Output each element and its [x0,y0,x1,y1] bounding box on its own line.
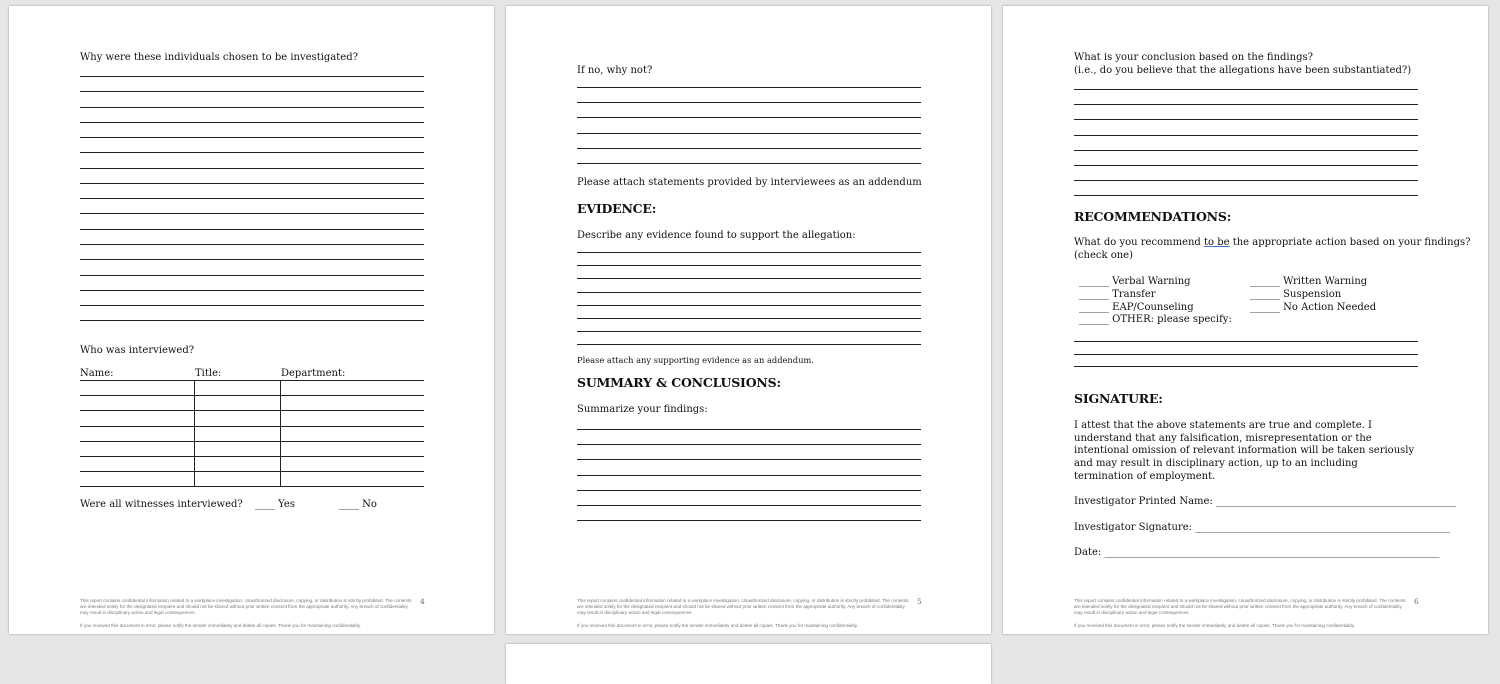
recommend-question-note: (check one) [1074,250,1133,261]
writing-line [1074,165,1418,166]
writing-line [80,183,424,184]
writing-line [577,87,921,88]
writing-line [80,290,424,291]
writing-line [577,444,921,445]
writing-line [80,152,424,153]
writing-line [577,252,921,253]
option-yes: ____ Yes [255,499,295,510]
writing-line [577,520,921,521]
option-eap-counseling: ______ EAP/Counseling [1079,302,1194,313]
document-page-5 [506,6,991,634]
document-page-4 [9,6,494,634]
writing-line [1074,150,1418,151]
writing-line [577,331,921,332]
writing-line [1074,89,1418,90]
page-number: 4 [420,597,425,606]
writing-line [80,107,424,108]
option-other: ______ OTHER: please specify: [1079,314,1232,325]
evidence-prompt: Describe any evidence found to support the allegation: [577,230,856,241]
attestation-text: I attest that the above statements are true and complete. I understand that any falsification, misrepresentation or the intentional omission of relevant information will be taken seriously and may result in disciplinary action, up to an including termination of employment. [1074,420,1415,482]
page-number: 6 [1414,597,1419,606]
writing-line [577,163,921,164]
writing-line [577,117,921,118]
spellcheck-mark: to be [1204,237,1230,248]
option-suspension: ______ Suspension [1250,289,1342,300]
writing-line [80,486,424,487]
writing-line [80,259,424,260]
table-divider [280,380,281,486]
question-why-chosen: Why were these individuals chosen to be investigated? [80,52,358,63]
table-divider [194,380,195,486]
writing-line [1074,354,1418,355]
writing-line [1074,135,1418,136]
writing-line [80,456,424,457]
signature-heading: SIGNATURE: [1074,391,1163,406]
writing-line [80,91,424,92]
writing-line [80,122,424,123]
writing-line [1074,104,1418,105]
writing-line [80,76,424,77]
document-page-7 [506,644,991,684]
writing-line [80,395,424,396]
option-transfer: ______ Transfer [1079,289,1156,300]
question-witnesses: Were all witnesses interviewed? [80,499,243,510]
recommend-question: What do you recommend to be the appropriate action based on your findings? [1074,237,1471,248]
confidentiality-footer: This report contains confidential information related to a workplace investigation. Unauthorized disclosure, copying, or distribution is strictly prohibited. The contents are intended solely for the designated recipient and should not be shared without prior written consent from the appropriate authority. Any breach of confidentiality may result in disciplinary action and legal consequences. [577,598,909,616]
writing-line [80,213,424,214]
writing-line [577,318,921,319]
writing-line [80,410,424,411]
writing-line [1074,119,1418,120]
writing-line [577,344,921,345]
question-if-no: If no, why not? [577,65,653,76]
option-verbal-warning: ______ Verbal Warning [1079,276,1191,287]
summary-prompt: Summarize your findings: [577,404,708,415]
writing-line [577,278,921,279]
confidentiality-footer: This report contains confidential information related to a workplace investigation. Unauthorized disclosure, copying, or distribution is strictly prohibited. The contents are intended solely for the designated recipient and should not be shared without prior written consent from the appropriate authority. Any breach of confidentiality may result in disciplinary action and legal consequences. [80,598,412,616]
writing-line [577,429,921,430]
evidence-heading: EVIDENCE: [577,201,657,216]
option-no: ____ No [339,499,377,510]
error-footer: If you received this document in error, please notify the sender immediately and delete all copies. Thank you for maintaining confidentiality. [80,623,361,628]
column-header-department: Department: [281,368,346,379]
writing-line [1074,180,1418,181]
writing-line [577,505,921,506]
writing-line [80,275,424,276]
writing-line [80,168,424,169]
writing-line [577,459,921,460]
option-no-action: ______ No Action Needed [1250,302,1377,313]
signature-field: Investigator Signature: ___________________________________________________ [1074,522,1451,533]
attach-statements-note: Please attach statements provided by interviewees as an addendum [577,177,922,188]
writing-line [577,292,921,293]
column-header-title: Title: [195,368,222,379]
writing-line [80,229,424,230]
writing-line [80,471,424,472]
writing-line [80,305,424,306]
confidentiality-footer: This report contains confidential information related to a workplace investigation. Unauthorized disclosure, copying, or distribution is strictly prohibited. The contents are intended solely for the designated recipient and should not be shared without prior written consent from the appropriate authority. Any breach of confidentiality may result in disciplinary action and legal consequences. [1074,598,1406,616]
writing-line [80,244,424,245]
writing-line [80,137,424,138]
error-footer: If you received this document in error, please notify the sender immediately and delete all copies. Thank you for maintaining confidentiality. [1074,623,1355,628]
writing-line [577,265,921,266]
writing-line [577,148,921,149]
page-number: 5 [917,597,922,606]
writing-line [1074,195,1418,196]
conclusion-question: What is your conclusion based on the findings? [1074,52,1313,63]
column-header-name: Name: [80,368,114,379]
writing-line [80,320,424,321]
writing-line [80,441,424,442]
conclusion-question-note: (i.e., do you believe that the allegations have been substantiated?) [1074,65,1412,76]
question-who-interviewed: Who was interviewed? [80,345,195,356]
writing-line [577,102,921,103]
attach-evidence-note: Please attach any supporting evidence as an addendum. [577,355,814,365]
recommendations-heading: RECOMMENDATIONS: [1074,209,1232,224]
summary-heading: SUMMARY & CONCLUSIONS: [577,375,781,390]
writing-line [80,426,424,427]
document-page-6 [1003,6,1488,634]
writing-line [577,133,921,134]
writing-line [577,490,921,491]
printed-name-field: Investigator Printed Name: ________________________________________________ [1074,496,1456,507]
writing-line [1074,341,1418,342]
error-footer: If you received this document in error, please notify the sender immediately and delete all copies. Thank you for maintaining confidentiality. [577,623,858,628]
writing-line [1074,366,1418,367]
writing-line [80,198,424,199]
date-field: Date: ___________________________________________________________________ [1074,547,1440,558]
writing-line [577,305,921,306]
option-written-warning: ______ Written Warning [1250,276,1368,287]
writing-line [80,380,424,381]
writing-line [577,475,921,476]
